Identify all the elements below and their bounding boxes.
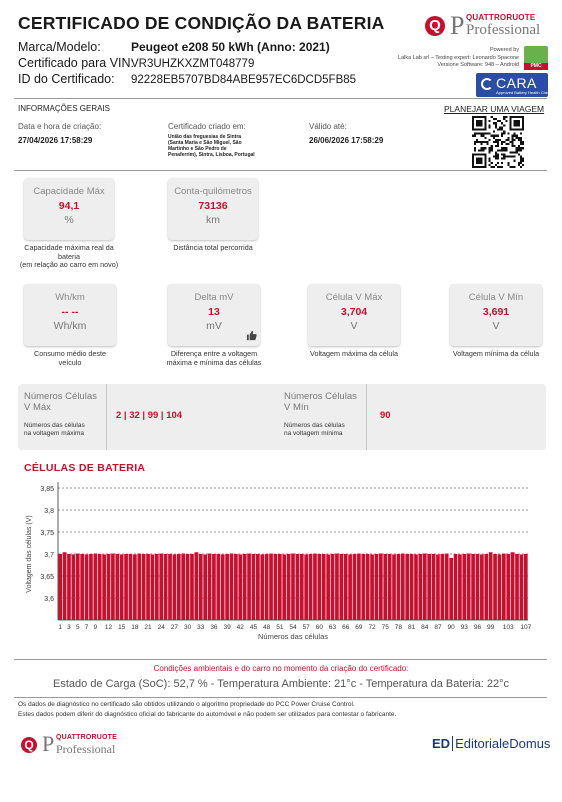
bar <box>225 554 229 620</box>
disclaimer-line-2: Estes dados podem diferir do diagnóstico oficial do fabricante do automóvel e não podem ser utilizados para contestar o fabricante. <box>18 711 397 718</box>
pmc-logo <box>524 46 548 70</box>
desc-line: veículo <box>58 357 82 367</box>
card-description <box>158 244 268 253</box>
x-tick-label: 24 <box>157 624 165 631</box>
bar <box>212 554 216 620</box>
bar <box>502 554 506 620</box>
plan-trip-link[interactable]: PLANEJAR UMA VIAGEM <box>444 104 545 114</box>
x-tick-label: 87 <box>434 624 442 631</box>
bar <box>361 554 365 620</box>
bar <box>379 554 383 620</box>
bar <box>300 554 304 620</box>
card-description <box>154 350 274 367</box>
pmc-label: PMC <box>524 63 548 70</box>
bar <box>159 554 163 620</box>
location-line: Martinho e São Pedro de <box>168 146 227 152</box>
bar <box>397 554 401 620</box>
desc-line: na voltagem mínima <box>284 429 343 437</box>
card-title: Conta-quilómetros <box>174 186 252 197</box>
location-line: Penaferrim), Sintra, Lisboa, Portugal <box>168 152 255 158</box>
x-tick-label: 57 <box>302 624 310 631</box>
x-tick-label: 9 <box>93 624 98 631</box>
bar <box>493 554 497 620</box>
bar <box>454 554 458 620</box>
card-title: Célula V Máx <box>325 292 383 303</box>
bar <box>151 554 155 620</box>
header-value: 92228EB5707BD84ABE957EC6DCD5FB85 <box>131 74 357 86</box>
bar <box>410 554 414 620</box>
y-tick-label: 3,85 <box>40 486 54 493</box>
bar <box>199 554 203 620</box>
desc-line: (em relação ao carro em novo) <box>19 260 119 269</box>
bar <box>238 554 242 620</box>
header-key: Marca/Modelo: <box>18 40 101 54</box>
bar <box>471 554 475 620</box>
bar <box>291 554 295 620</box>
bar <box>72 554 76 620</box>
card-description <box>14 350 126 367</box>
separator <box>106 384 107 450</box>
x-tick-label: 1 <box>58 624 63 631</box>
desc-line: Consumo médio deste <box>34 349 106 358</box>
card-value: -- -- <box>61 306 79 318</box>
bar <box>511 552 515 620</box>
desc-line: Números das células <box>24 422 85 429</box>
x-tick-label: 36 <box>210 624 218 631</box>
bar <box>313 554 317 620</box>
bar <box>282 554 286 620</box>
card-unit: V <box>350 320 358 332</box>
general-info-label: INFORMAÇÕES GERAIS <box>18 104 111 113</box>
bar <box>339 554 343 620</box>
desc-line: na voltagem máxima <box>24 429 84 437</box>
bar <box>137 554 141 620</box>
bar <box>93 554 97 620</box>
bar <box>392 554 396 620</box>
card-odometer <box>168 178 258 240</box>
bar <box>476 554 480 620</box>
bar <box>155 554 159 620</box>
x-tick-label: 15 <box>118 624 126 631</box>
card-cell-v-min <box>450 284 542 346</box>
card-delta-mv <box>168 284 260 346</box>
bar <box>489 552 493 620</box>
y-tick-label: 3,75 <box>40 530 54 537</box>
bar <box>462 554 466 620</box>
x-tick-label: 93 <box>460 624 468 631</box>
bar <box>168 554 172 620</box>
x-tick-label: 18 <box>131 624 139 631</box>
bar <box>181 554 185 620</box>
title-line: V Máx <box>24 402 51 413</box>
desc-line: Diferença entre a voltagem <box>170 349 258 358</box>
bar <box>445 554 449 620</box>
card-value: 3,691 <box>482 306 510 318</box>
desc-line: Voltagem máxima da célula <box>310 349 398 358</box>
bar <box>335 554 339 620</box>
header-row-model <box>18 40 330 54</box>
bar <box>102 554 106 620</box>
bar <box>278 554 282 620</box>
x-tick-label: 39 <box>223 624 231 631</box>
bar <box>357 554 361 620</box>
x-tick-label: 60 <box>315 624 323 631</box>
bar <box>80 554 84 620</box>
x-tick-label: 75 <box>381 624 389 631</box>
bar <box>423 554 427 620</box>
soc-temperatures: Estado de Carga (SoC): 52,7 % - Temperatura Ambiente: 21°c - Temperatura da Bateria: 22°c <box>53 678 509 690</box>
header-row-vin <box>18 56 254 70</box>
bar <box>296 554 300 620</box>
bar <box>318 554 322 620</box>
desc-line: Capacidade máxima real da <box>24 243 114 252</box>
bar <box>190 554 194 620</box>
x-tick-label: 5 <box>75 624 80 631</box>
y-tick-label: 3,7 <box>44 552 54 559</box>
x-tick-label: 54 <box>289 624 297 631</box>
bar <box>401 554 405 620</box>
x-tick-label: 45 <box>249 624 258 631</box>
x-tick-label: 48 <box>263 624 271 631</box>
x-axis-label: Números das células <box>257 632 329 641</box>
bar <box>419 554 423 620</box>
cara-logo <box>476 73 553 97</box>
y-tick-label: 3,8 <box>44 508 54 515</box>
header-value: VR3UHZKXZMT048779 <box>131 58 255 70</box>
cara-arc-icon <box>481 78 493 90</box>
cell-numbers-box <box>18 384 546 450</box>
bar <box>348 554 352 620</box>
card-title: Wh/km <box>55 292 85 303</box>
bar <box>89 554 93 620</box>
bar <box>458 554 462 620</box>
bar <box>322 554 326 620</box>
bar <box>440 554 444 620</box>
desc-line: Números das células <box>284 422 345 429</box>
quattroruote-p-logo: P <box>450 11 465 40</box>
max-cells-desc <box>24 422 85 437</box>
created-date-label: Data e hora de criação: <box>18 122 102 131</box>
bar <box>63 552 67 620</box>
x-tick-label: 103 <box>502 624 514 631</box>
bar <box>234 554 238 620</box>
bar <box>326 554 330 620</box>
header-key: ID do Certificado: <box>18 72 115 86</box>
location-line: (Santa Maria e São Miguel, São <box>168 140 242 146</box>
bar <box>76 554 80 620</box>
x-tick-label: 63 <box>328 624 337 631</box>
editoriale-domus-logo <box>432 736 550 751</box>
card-description <box>294 350 414 359</box>
bar <box>67 554 71 620</box>
title-line: Números Células <box>284 391 357 402</box>
desc-line: máxima e mínima das células <box>166 357 262 367</box>
cara-subtitle: Approved Battery Health Check <box>496 90 553 95</box>
bar <box>414 554 418 620</box>
bar <box>129 554 133 620</box>
bar <box>331 554 335 620</box>
bar <box>427 554 431 620</box>
bar <box>230 554 234 620</box>
bar <box>370 554 374 620</box>
card-value: 73136 <box>198 200 228 212</box>
professional-wordmark: Professional <box>56 742 116 756</box>
cara-title: CARA <box>496 75 537 91</box>
max-cells-value: 2 | 32 | 99 | 104 <box>116 410 183 421</box>
card-unit: V <box>492 320 500 332</box>
title-line: Números Células <box>24 391 97 402</box>
card-title: Delta mV <box>194 292 234 303</box>
bar <box>304 554 308 620</box>
card-unit: mV <box>206 320 222 332</box>
bar <box>436 554 440 620</box>
min-cells-title <box>284 391 357 413</box>
card-title: Capacidade Máx <box>33 186 105 197</box>
x-tick-label: 69 <box>355 624 363 631</box>
x-tick-label: 3 <box>67 624 71 631</box>
bar <box>265 554 269 620</box>
quattroruote-wordmark: QUATTRORUOTE <box>56 734 117 741</box>
card-max-capacity <box>24 178 114 240</box>
card-value: 13 <box>208 306 220 318</box>
created-in-location <box>168 134 255 158</box>
bar <box>216 554 220 620</box>
x-tick-label: 96 <box>473 624 482 631</box>
header-value: Peugeot e208 50 kWh (Anno: 2021) <box>131 40 330 54</box>
bar <box>498 554 502 620</box>
title-line: V Mín <box>284 402 309 413</box>
bar <box>203 554 207 620</box>
quattroruote-p-logo: P <box>42 731 55 756</box>
bar <box>252 554 256 620</box>
bar <box>432 554 436 620</box>
card-unit: % <box>64 214 74 226</box>
powered-by-text: Powered by <box>489 47 519 53</box>
bar <box>484 554 488 620</box>
quattroruote-q-logo: Q <box>425 16 445 36</box>
header-key: Certificado para VIN: <box>18 56 135 70</box>
bar <box>221 554 225 620</box>
quattroruote-q-logo: Q <box>21 737 37 753</box>
card-value: 3,704 <box>340 306 368 318</box>
valid-until-value: 26/06/2026 17:58:29 <box>309 136 384 145</box>
bar <box>120 554 124 620</box>
created-in-label: Certificado criado em: <box>168 122 246 131</box>
bar <box>85 554 89 620</box>
battery-cells-chart <box>14 476 548 648</box>
bar <box>133 554 137 620</box>
bar <box>515 554 519 620</box>
bar <box>524 554 528 620</box>
bar <box>467 554 471 620</box>
ed-mark: ED <box>432 736 453 751</box>
bar <box>124 554 128 620</box>
x-tick-label: 90 <box>447 624 455 631</box>
bar <box>344 554 348 620</box>
professional-wordmark: Professional <box>466 22 541 38</box>
x-tick-label: 66 <box>342 624 350 631</box>
x-tick-label: 27 <box>170 624 179 631</box>
x-tick-label: 42 <box>236 624 244 631</box>
divider <box>14 659 547 660</box>
desc-line: Voltagem mínima da célula <box>452 349 540 358</box>
x-tick-label: 21 <box>144 624 152 631</box>
bar <box>269 554 273 620</box>
bar <box>287 554 291 620</box>
x-tick-label: 72 <box>368 624 376 631</box>
lab-text: Lalka Lab srl – Testing expert: Leonardo Spacone <box>398 55 519 61</box>
x-tick-label: 78 <box>394 624 403 631</box>
bar <box>164 554 168 620</box>
bar <box>186 554 190 620</box>
watermark <box>18 774 98 786</box>
x-tick-label: 7 <box>84 624 89 631</box>
min-cells-value: 90 <box>380 410 391 421</box>
bar <box>449 558 453 620</box>
min-cells-desc <box>284 422 345 437</box>
software-version-text: Versione Software: 948 – Android <box>437 62 519 68</box>
bar <box>388 554 392 620</box>
x-tick-label: 33 <box>197 624 205 631</box>
bar <box>274 554 278 620</box>
bar <box>366 554 370 620</box>
card-wh-km <box>24 284 116 346</box>
x-tick-label: 84 <box>421 624 429 631</box>
card-unit: km <box>206 214 220 226</box>
bar <box>256 554 260 620</box>
editoriale-wordmark: EditorialeDomus <box>455 736 551 751</box>
bar <box>111 554 115 620</box>
bar <box>520 554 524 620</box>
disclaimer-line-1: Os dados de diagnóstico no certificado são obtidos utilizando o algoritmo propriedade do PCC Power Cruise Control. <box>18 701 355 708</box>
chart-title: CÉLULAS DE BATERIA <box>24 462 146 474</box>
bar <box>383 554 387 620</box>
desc-line: bateria <box>58 251 80 261</box>
card-description <box>436 350 556 359</box>
y-axis-label: Voltagem das células (V) <box>26 515 33 593</box>
bar <box>146 554 150 620</box>
bar <box>208 554 212 620</box>
x-tick-label: 107 <box>520 624 532 631</box>
card-value: 94,1 <box>58 200 80 212</box>
bar <box>260 554 264 620</box>
qr-code-icon[interactable] <box>472 116 524 168</box>
max-cells-title <box>24 391 97 413</box>
bar <box>58 554 62 620</box>
bar <box>195 552 199 620</box>
x-tick-label: 99 <box>487 624 495 631</box>
certificate-title: CERTIFICADO DE CONDIÇÃO DA BATERIA <box>18 13 385 33</box>
card-cell-v-max <box>308 284 400 346</box>
bar <box>177 554 181 620</box>
location-line: União das freguesias de Sintra <box>168 134 242 140</box>
x-tick-label: 30 <box>183 624 192 631</box>
bar <box>309 554 313 620</box>
y-tick-label: 3,6 <box>44 596 54 603</box>
bar <box>115 554 119 620</box>
y-tick-label: 3,65 <box>40 574 54 581</box>
bar <box>405 554 409 620</box>
x-tick-label: 12 <box>104 624 113 631</box>
bar <box>98 554 102 620</box>
separator <box>366 384 367 450</box>
x-tick-label: 81 <box>407 624 416 631</box>
divider <box>14 98 547 99</box>
x-tick-label: 51 <box>276 624 284 631</box>
bar <box>506 554 510 620</box>
bar <box>107 554 111 620</box>
conditions-title: Condições ambientais e do carro no momento da criação do certificado: <box>153 664 409 673</box>
valid-until-label: Válido até: <box>309 122 347 131</box>
created-date-value: 27/04/2026 17:58:29 <box>18 136 93 145</box>
bar <box>480 554 484 620</box>
card-title: Célula V Mín <box>468 292 524 303</box>
desc-line: Distância total percorrida <box>173 243 253 252</box>
divider <box>14 170 547 171</box>
thumbs-up-icon <box>246 330 257 341</box>
card-unit: Wh/km <box>53 320 87 332</box>
divider <box>14 697 547 698</box>
bar <box>243 554 247 620</box>
bar <box>353 554 357 620</box>
card-description <box>14 244 124 270</box>
bar <box>375 554 379 620</box>
bar <box>142 554 146 620</box>
bar <box>247 554 251 620</box>
bar <box>173 554 177 620</box>
quattroruote-wordmark: QUATTRORUOTE <box>466 13 536 22</box>
header-row-id <box>18 72 356 86</box>
